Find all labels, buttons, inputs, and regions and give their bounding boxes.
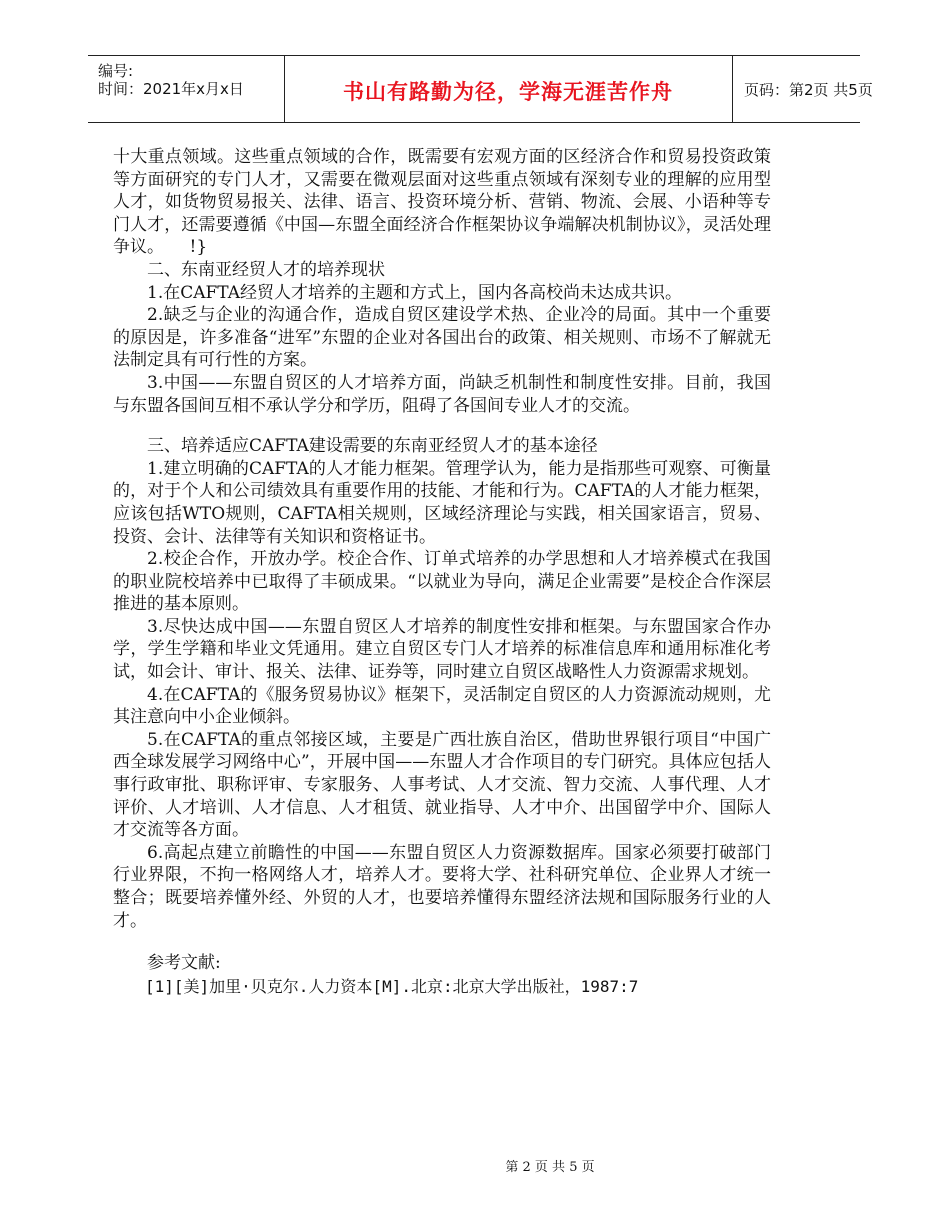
section2-item-2: 2.缺乏与企业的沟通合作，造成自贸区建设学术热、企业冷的局面。其中一个重要的原因是，许多准备“进军”东盟的企业对各国出台的政策、相关规则、市场不了解就无法制定具有可行性的方案。 [113, 305, 771, 371]
number-label: 编号: [98, 62, 134, 80]
section2-item-3: 3.中国——东盟自贸区的人才培养方面，尚缺乏机制性和制度性安排。目前，我国与东盟各国间互相不承认学分和学历，阻碍了各国间专业人才的交流。 [113, 372, 771, 416]
section-heading-3: 三、培养适应CAFTA建设需要的东南亚经贸人才的基本途径 [147, 436, 598, 457]
reference-item-1: [1][美]加里·贝克尔.人力资本[M].北京:北京大学出版社，1987:7 [145, 976, 639, 996]
time-label: 时间：2021年x月x日 [98, 80, 244, 98]
page-footer: 第 2 页 共 5 页 [505, 1160, 595, 1175]
header-motto-cell [284, 56, 733, 122]
motto: 书山有路勤为径，学海无涯苦作舟 [343, 80, 673, 104]
section3-item-6: 6.高起点建立前瞻性的中国——东盟自贸区人力资源数据库。国家必须要打破部门行业界限，不拘一格网络人才，培养人才。要将大学、社科研究单位、企业界人才统一整合；既要培养懂外经、外贸的人才，也要培养懂得东盟经济法规和国际服务行业的人才。 [113, 842, 771, 931]
references-title: 参考文献: [147, 953, 221, 974]
document-body [113, 146, 771, 999]
section3-item-2: 2.校企合作，开放办学。校企合作、订单式培养的办学思想和人才培养模式在我国的职业院校培养中已取得了丰硕成果。“以就业为导向，满足企业需要”是校企合作深层推进的基本原则。 [113, 549, 771, 615]
header-left-cell [88, 56, 285, 122]
page-info: 页码：第2页 共5页 [744, 81, 873, 99]
section3-item-4: 4.在CAFTA的《服务贸易协议》框架下，灵活制定自贸区的人力资源流动规则，尤其注意向中小企业倾斜。 [113, 684, 771, 728]
section2-item-1: 1.在CAFTA经贸人才培养的主题和方式上，国内各高校尚未达成共识。 [147, 282, 682, 303]
section3-item-1: 1.建立明确的CAFTA的人才能力框架。管理学认为，能力是指那些可观察、可衡量的，对于个人和公司绩效具有重要作用的技能、才能和行为。CAFTA的人才能力框架，应该包括WTO规则，CAFTA相关规则，区域经济理论与实践，相关国家语言，贸易、投资、会计、法律等有关知识和资格证书。 [113, 458, 771, 547]
section3-item-5: 5.在CAFTA的重点邻接区域，主要是广西壮族自治区，借助世界银行项目“中国广西全球发展学习网络中心”，开展中国——东盟人才合作项目的专门研究。具体应包括人事行政审批、职称评审、专家服务、人事考试、人才交流、智力交流、人事代理、人才评价、人才培训、人才信息、人才租赁、就业指导、人才中介、出国留学中介、国际人才交流等各方面。 [113, 729, 771, 841]
section3-item-3: 3.尽快达成中国——东盟自贸区人才培养的制度性安排和框架。与东盟国家合作办学，学生学籍和毕业文凭通用。建立自贸区专门人才培养的标准信息库和通用标准化考试，如会计、审计、报关、法律、证券等，同时建立自贸区战略性人力资源需求规划。 [113, 616, 771, 683]
header-right-cell [732, 56, 873, 122]
paragraph-continuation: 十大重点领域。这些重点领域的合作，既需要有宏观方面的区经济合作和贸易投资政策等方面研究的专门人才，又需要在微观层面对这些重点领域有深刻专业的理解的应用型人才，如货物贸易报关、法律、语言、投资环境分析、营销、物流、会展、小语种等专门人才，还需要遵循《中国—东盟全面经济合作框架协议争端解决机制协议》，灵活处理争议。 !} [113, 147, 771, 258]
section-heading-2: 二、东南亚经贸人才的培养现状 [147, 259, 385, 280]
page-header [88, 55, 873, 123]
